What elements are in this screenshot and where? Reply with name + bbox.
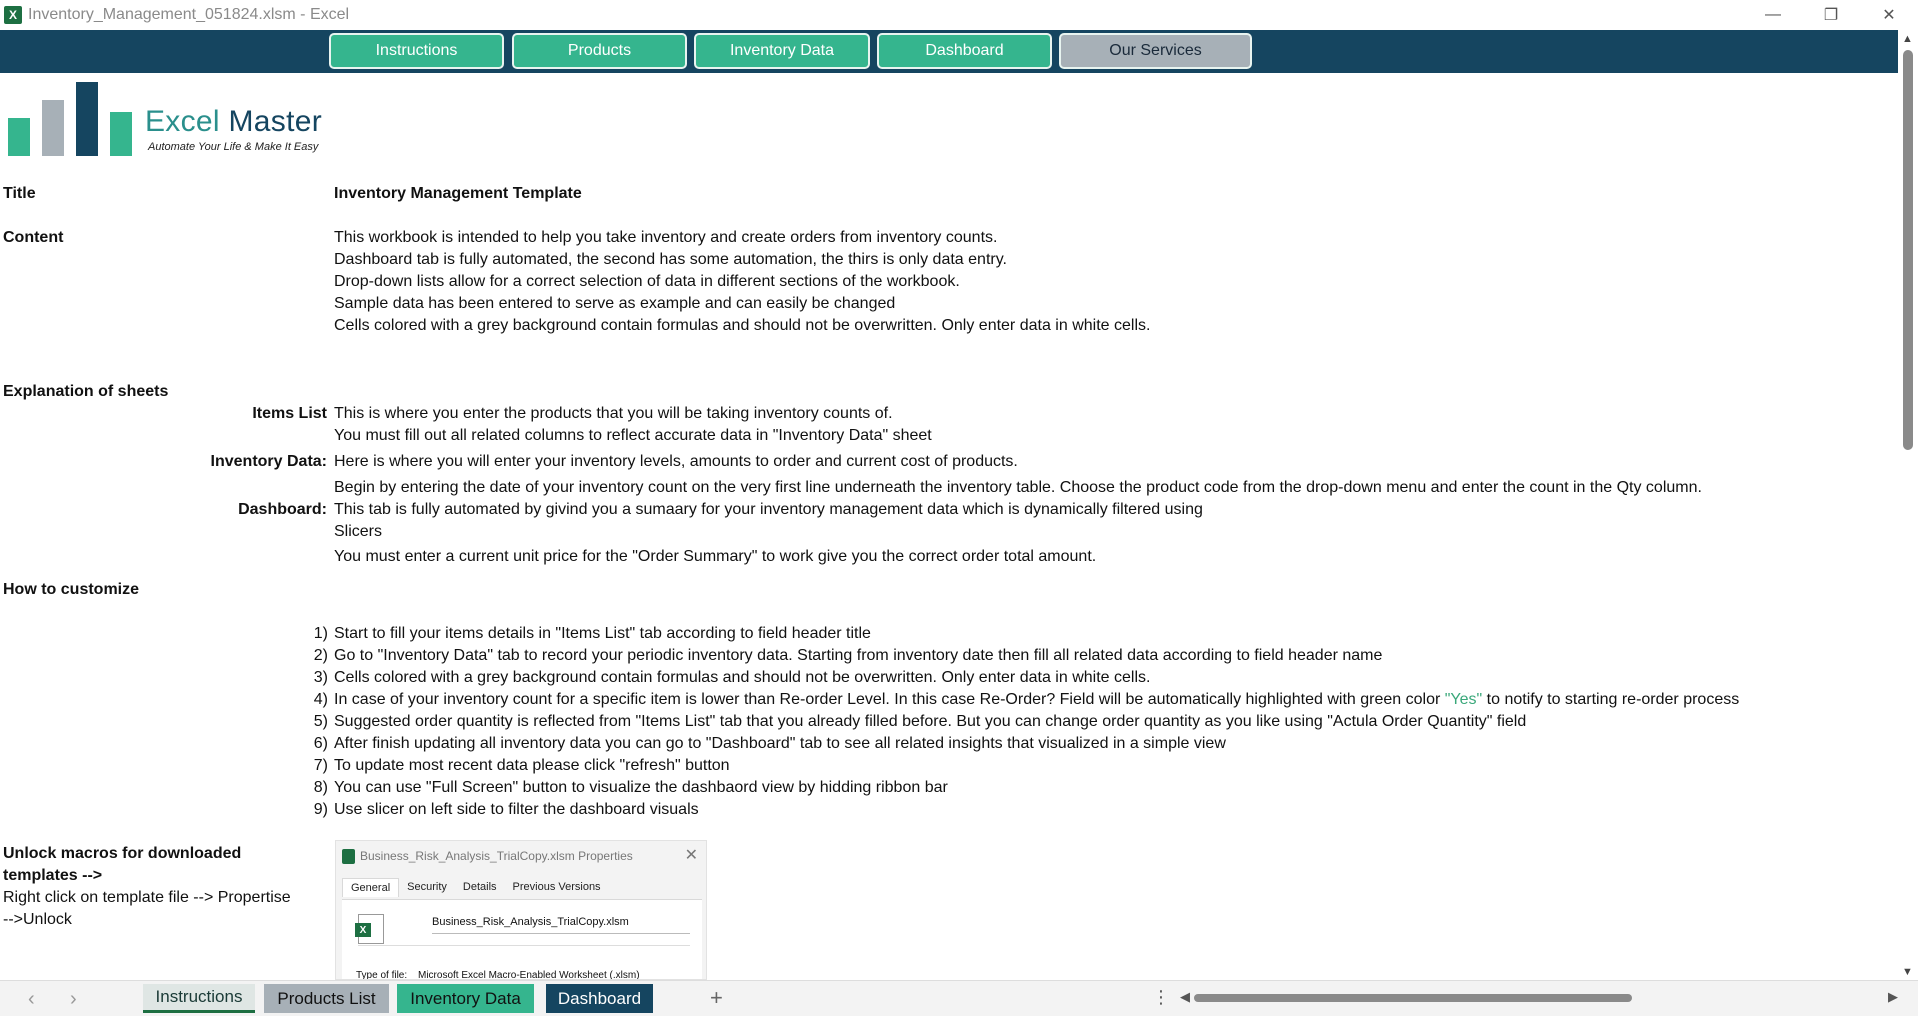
tab-previous-versions: Previous Versions — [512, 881, 601, 893]
add-sheet-icon[interactable]: + — [710, 985, 723, 1010]
step-number: 1) — [313, 625, 328, 642]
unlock-label: Unlock macros for downloaded — [3, 845, 242, 862]
dashboard-line: You must enter a current unit price for the "Order Summary" to work give you the correct order total amount. — [334, 548, 1097, 565]
nav-products-button[interactable]: Products — [512, 33, 687, 69]
dashboard-label: Dashboard: — [238, 501, 327, 518]
tab-security: Security — [407, 881, 447, 893]
nav-our-services-button[interactable]: Our Services — [1059, 33, 1252, 69]
minimize-button[interactable]: — — [1765, 6, 1781, 23]
excel-document-icon — [358, 914, 384, 944]
properties-tabs — [342, 878, 609, 897]
excel-badge-icon: X — [355, 923, 371, 937]
vertical-scrollbar[interactable] — [1898, 30, 1918, 980]
scroll-right-icon[interactable]: ▶ — [1888, 989, 1898, 1004]
sheet-tab-dashboard[interactable]: Dashboard — [546, 984, 653, 1013]
dashboard-line: This tab is fully automated by givind you a sumaary for your inventory management data which is dynamically filtered using — [334, 501, 1203, 518]
excel-file-icon — [342, 849, 355, 864]
step-text-part: In case of your inventory count for a specific item is lower than Re-order Level. In this case Re-Order? Field will be automatically highlighted with green color — [334, 691, 1445, 708]
content-line: Sample data has been entered to serve as example and can easily be changed — [334, 295, 896, 312]
logo-brand-master: Master — [219, 105, 322, 138]
content-line: Cells colored with a grey background contain formulas and should not be overwritten. Only enter data in white cells. — [334, 317, 1151, 334]
unlock-instruction: Right click on template file --> Propertise — [3, 889, 291, 906]
step-number: 9) — [313, 801, 328, 818]
items-list-line: You must fill out all related columns to reflect accurate data in "Inventory Data" sheet — [334, 427, 932, 444]
step-text: Go to "Inventory Data" tab to record your periodic inventory data. Starting from inventory date then fill all related data according to field header name — [334, 647, 1383, 664]
horizontal-scroll-thumb[interactable] — [1194, 994, 1632, 1002]
step-number: 3) — [313, 669, 328, 686]
step-number: 4) — [313, 691, 328, 708]
content-line: This workbook is intended to help you take inventory and create orders from inventory counts. — [334, 229, 998, 246]
sheet-tab-inventory-data[interactable]: Inventory Data — [397, 984, 534, 1013]
yes-highlight: "Yes" — [1444, 691, 1483, 708]
sheet-tab-products-list[interactable]: Products List — [264, 984, 389, 1013]
properties-general-panel — [342, 899, 702, 980]
step-number: 7) — [313, 757, 328, 774]
title-value: Inventory Management Template — [334, 185, 582, 202]
properties-dialog-title: Business_Risk_Analysis_TrialCopy.xlsm Properties — [360, 849, 633, 863]
step-text: To update most recent data please click "refresh" button — [334, 757, 730, 774]
nav-inventory-data-button[interactable]: Inventory Data — [694, 33, 870, 69]
inventory-data-label: Inventory Data: — [210, 453, 327, 470]
logo-brand-excel: Excel — [145, 105, 220, 138]
tab-general: General — [342, 878, 399, 897]
close-icon: ✕ — [684, 847, 698, 864]
step-text: After finish updating all inventory data you can go to "Dashboard" tab to see all related insights that visualized in a simple view — [334, 735, 1226, 752]
window-titlebar — [0, 0, 1918, 30]
nav-instructions-button[interactable]: Instructions — [329, 33, 504, 69]
title-label: Title — [3, 185, 36, 202]
restore-button[interactable]: ❐ — [1823, 7, 1839, 24]
unlock-instruction: -->Unlock — [3, 911, 72, 928]
unlock-label: templates --> — [3, 867, 103, 884]
logo-tagline: Automate Your Life & Make It Easy — [148, 141, 319, 153]
divider — [358, 945, 690, 946]
step-text: Use slicer on left side to filter the dashboard visuals — [334, 801, 699, 818]
scroll-down-icon[interactable]: ▼ — [1902, 966, 1913, 978]
step-text: Start to fill your items details in "Items List" tab according to field header title — [334, 625, 871, 642]
close-button[interactable]: ✕ — [1882, 7, 1896, 24]
more-options-icon[interactable]: ⋮ — [1152, 987, 1170, 1007]
content-line: Dashboard tab is fully automated, the second has some automation, the thirs is only data entry. — [334, 251, 1007, 268]
explanation-label: Explanation of sheets — [3, 383, 169, 400]
content-label: Content — [3, 229, 64, 246]
scroll-up-icon[interactable]: ▲ — [1902, 33, 1913, 45]
type-of-file-label: Type of file: — [356, 970, 408, 980]
prev-sheet-icon[interactable]: ‹ — [28, 988, 35, 1010]
step-number: 2) — [313, 647, 328, 664]
sheet-tab-strip — [0, 980, 1918, 1016]
scroll-left-icon[interactable]: ◀ — [1180, 989, 1190, 1004]
window-title: Inventory_Management_051824.xlsm - Excel — [28, 6, 350, 23]
inventory-data-line: Begin by entering the date of your inventory count on the very first line underneath the inventory table. Choose the product code from the drop-down menu and enter the count in the Qty column. — [334, 479, 1702, 496]
navigation-band — [0, 30, 1898, 73]
content-line: Drop-down lists allow for a correct selection of data in different sections of the workbook. — [334, 273, 960, 290]
step-text: Cells colored with a grey background contain formulas and should not be overwritten. Only enter data in white cells. — [334, 669, 1151, 686]
step-text: Suggested order quantity is reflected from "Items List" tab that you already filled before. But you can change order quantity as you like using "Actula Order Quantity" field — [334, 713, 1527, 730]
step-number: 5) — [313, 713, 328, 730]
window-controls — [1744, 0, 1918, 30]
horizontal-scrollbar[interactable] — [1180, 989, 1898, 1007]
inventory-data-line: Here is where you will enter your inventory levels, amounts to order and current cost of products. — [334, 453, 1018, 470]
step-text — [334, 690, 1739, 710]
type-of-file-value: Microsoft Excel Macro-Enabled Worksheet (.xlsm) — [418, 970, 640, 980]
vertical-scroll-thumb[interactable] — [1903, 50, 1913, 450]
sheet-tab-instructions[interactable]: Instructions — [143, 984, 255, 1013]
items-list-line: This is where you enter the products that you will be taking inventory counts of. — [334, 405, 893, 422]
properties-dialog-image — [335, 840, 707, 980]
step-number: 6) — [313, 735, 328, 752]
next-sheet-icon[interactable]: › — [70, 988, 77, 1010]
step-text-part: to notify to starting re-order process — [1482, 691, 1740, 708]
excel-app-icon: X — [4, 6, 22, 24]
items-list-label: Items List — [252, 405, 327, 422]
tab-details: Details — [462, 881, 497, 893]
step-text: You can use "Full Screen" button to visualize the dashbaord view by hidding ribbon bar — [334, 779, 948, 796]
step-number: 8) — [313, 779, 328, 796]
customize-label: How to customize — [3, 581, 140, 598]
file-name-field: Business_Risk_Analysis_TrialCopy.xlsm — [432, 912, 690, 934]
dashboard-line: Slicers — [334, 523, 383, 540]
instructions-sheet — [0, 75, 1898, 980]
nav-dashboard-button[interactable]: Dashboard — [877, 33, 1052, 69]
